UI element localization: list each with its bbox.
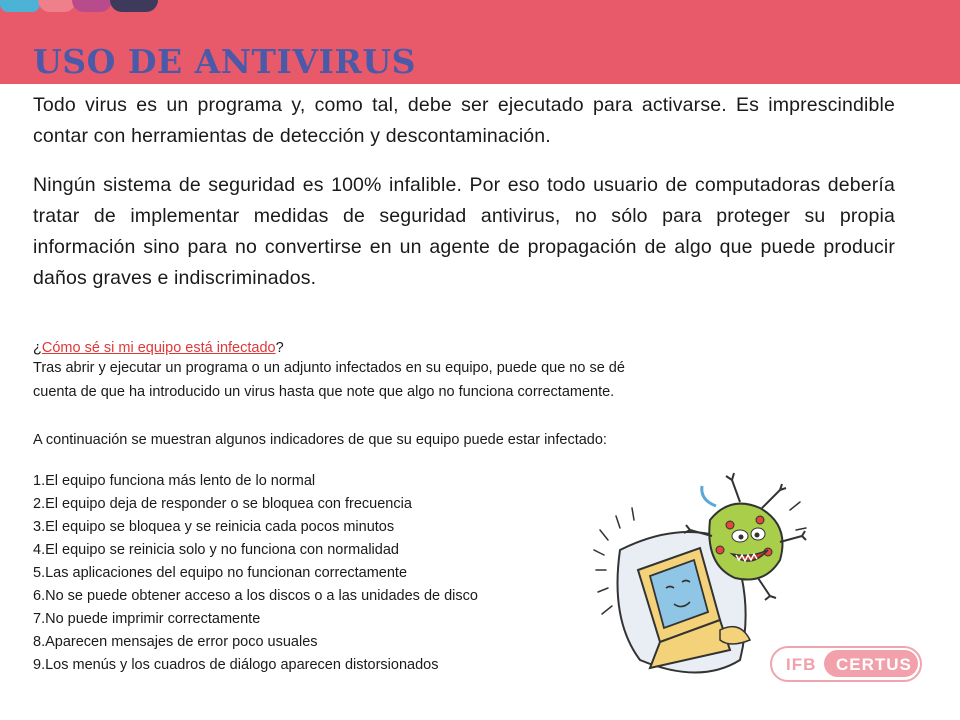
- question-link[interactable]: Cómo sé si mi equipo está infectado: [41, 340, 276, 356]
- decor-tab-pink: [38, 0, 76, 12]
- list-item: 2.El equipo deja de responder o se bloquea con frecuencia: [33, 496, 412, 512]
- indicators-intro: A continuación se muestran algunos indicadores de que su equipo puede estar infectado:: [33, 432, 607, 448]
- paragraph-1: Todo virus es un programa y, como tal, debe ser ejecutado para activarse. Es imprescindible contar con herramientas de detección y descontaminación.: [33, 94, 895, 147]
- list-item: 1.El equipo funciona más lento de lo normal: [33, 473, 316, 489]
- list-item: 4.El equipo se reinicia solo y no funciona con normalidad: [33, 542, 399, 558]
- logo-text-certus: CERTUS: [836, 655, 912, 674]
- slide-title: USO DE ANTIVIRUS: [33, 42, 416, 81]
- list-item: 8.Aparecen mensajes de error poco usuales: [33, 634, 318, 650]
- list-item: 3.El equipo se bloquea y se reinicia cada pocos minutos: [33, 519, 395, 535]
- decorative-tabs: [0, 0, 170, 12]
- question-prefix: ¿: [33, 340, 42, 356]
- logo-text-ifb: IFB: [786, 655, 817, 674]
- decor-tab-blue: [0, 0, 40, 12]
- list-item: 6.No se puede obtener acceso a los discos o a las unidades de disco: [33, 588, 478, 604]
- list-item: 7.No puede imprimir correctamente: [33, 611, 261, 627]
- list-item: 9.Los menús y los cuadros de diálogo aparecen distorsionados: [33, 657, 439, 673]
- decor-tab-magenta: [72, 0, 112, 12]
- decor-tab-navy: [110, 0, 158, 12]
- question-suffix: ?: [275, 340, 284, 356]
- question-answer-line-1: Tras abrir y ejecutar un programa o un adjunto infectados en su equipo, puede que no se dé: [33, 360, 625, 376]
- question-line: [33, 337, 753, 359]
- ifb-certus-logo: [770, 646, 922, 682]
- paragraph-2: Ningún sistema de seguridad es 100% infalible. Por eso todo usuario de computadoras debería tratar de implementar medidas de seguridad antivirus, no sólo para proteger su propia información sino para no convertirse en un agente de propagación de algo que puede producir daños graves e indiscriminados.: [33, 174, 895, 289]
- question-answer-line-2: cuenta de que ha introducido un virus hasta que note que algo no funciona correctamente.: [33, 384, 615, 400]
- list-item: 5.Las aplicaciones del equipo no funcionan correctamente: [33, 565, 408, 581]
- indicators-list: [33, 470, 478, 677]
